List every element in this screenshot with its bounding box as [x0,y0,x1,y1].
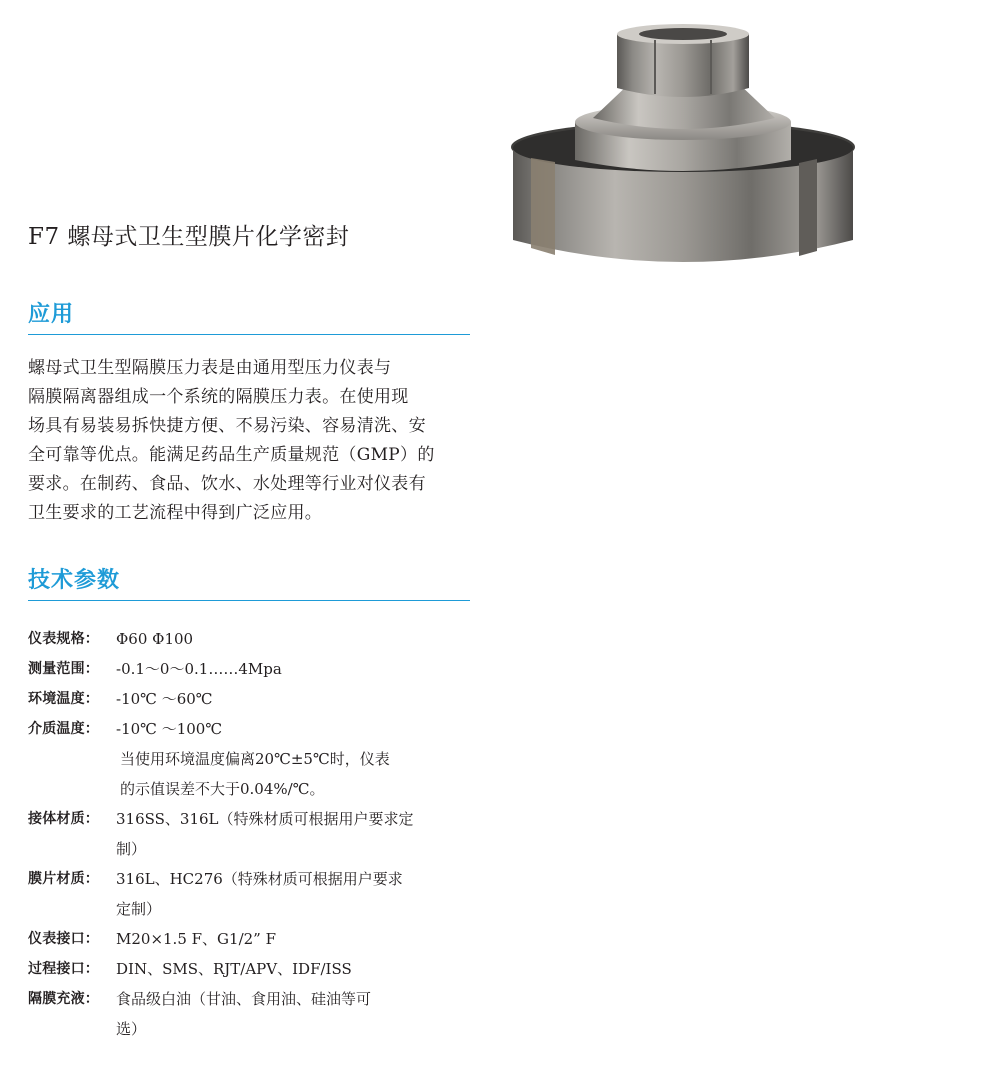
spec-label: 介质温度： [28,721,99,737]
paragraph-line: 卫生要求的工艺流程中得到广泛应用。 [28,503,323,523]
spec-row-medium-temp [28,714,478,744]
product-title: F7 螺母式卫生型膜片化学密封 [28,224,350,250]
spec-note-line: 当使用环境温度偏离20℃±5℃时，仪表 [120,750,390,768]
spec-value-line: 316SS、316L（特殊材质可根据用户要求定 [116,810,414,828]
application-heading-text: 应用 [28,302,75,327]
spec-row-fill-fluid [28,984,478,1044]
spec-list [28,624,478,1044]
paragraph-line: 场具有易装易拆快捷方便、不易污染、容易清洗、安 [28,416,426,436]
spec-value-line: M20×1.5 F、G1/2” F [116,930,277,948]
paragraph-line: 隔膜隔离器组成一个系统的隔膜压力表。在使用现 [28,387,409,407]
spec-note-line: 的示值误差不大于0.04%/℃。 [120,780,325,798]
spec-value-line: -10℃ ～100℃ [116,720,223,738]
spec-temperature-note [28,744,478,804]
spec-label: 仪表接口： [28,931,99,947]
spec-value-line: Φ60 Φ100 [116,630,194,648]
spec-label: 测量范围： [28,661,99,677]
spec-value-line: -10℃ ～60℃ [116,690,213,708]
spec-row-diaphragm-material [28,864,478,924]
spec-row-range [28,654,478,684]
spec-value-line: 选） [116,1020,147,1038]
spec-row-ambient-temp [28,684,478,714]
spec-value [116,804,478,864]
spec-value-line: DIN、SMS、RJT/APV、IDF/ISS [116,960,352,978]
spec-value [116,924,478,954]
spec-row-size [28,624,478,654]
spec-value-line: 食品级白油（甘油、食用油、硅油等可 [116,990,372,1008]
spec-value [116,984,478,1044]
spec-value [116,864,478,924]
spec-label: 膜片材质： [28,871,99,887]
spec-label: 环境温度： [28,691,99,707]
spec-value-line: 定制） [116,900,162,918]
spec-value [116,654,478,684]
specs-heading-text: 技术参数 [28,568,121,593]
spec-value [116,684,478,714]
spec-label: 接体材质： [28,811,99,827]
spec-label: 仪表规格： [28,631,99,647]
paragraph-line: 螺母式卫生型隔膜压力表是由通用型压力仪表与 [28,358,392,378]
paragraph-line: 全可靠等优点。能满足药品生产质量规范（GMP）的 [28,445,435,465]
paragraph-line: 要求。在制药、食品、饮水、水处理等行业对仪表有 [28,474,426,494]
spec-row-process-connection [28,954,478,984]
application-paragraph [28,354,468,528]
spec-value-line: -0.1～0～0.1……4Mpa [116,660,282,678]
spec-row-body-material [28,804,478,864]
section-heading-specs [28,566,470,601]
spec-value [116,624,478,654]
spec-value-line: 316L、HC276（特殊材质可根据用户要求 [116,870,403,888]
section-heading-application [28,300,470,335]
spec-label: 过程接口： [28,961,99,977]
spec-value-line: 制） [116,840,147,858]
spec-row-instrument-connection [28,924,478,954]
product-photo [505,22,865,277]
spec-value [116,714,478,744]
spec-label: 隔膜充液： [28,991,99,1007]
spec-value [116,954,478,984]
